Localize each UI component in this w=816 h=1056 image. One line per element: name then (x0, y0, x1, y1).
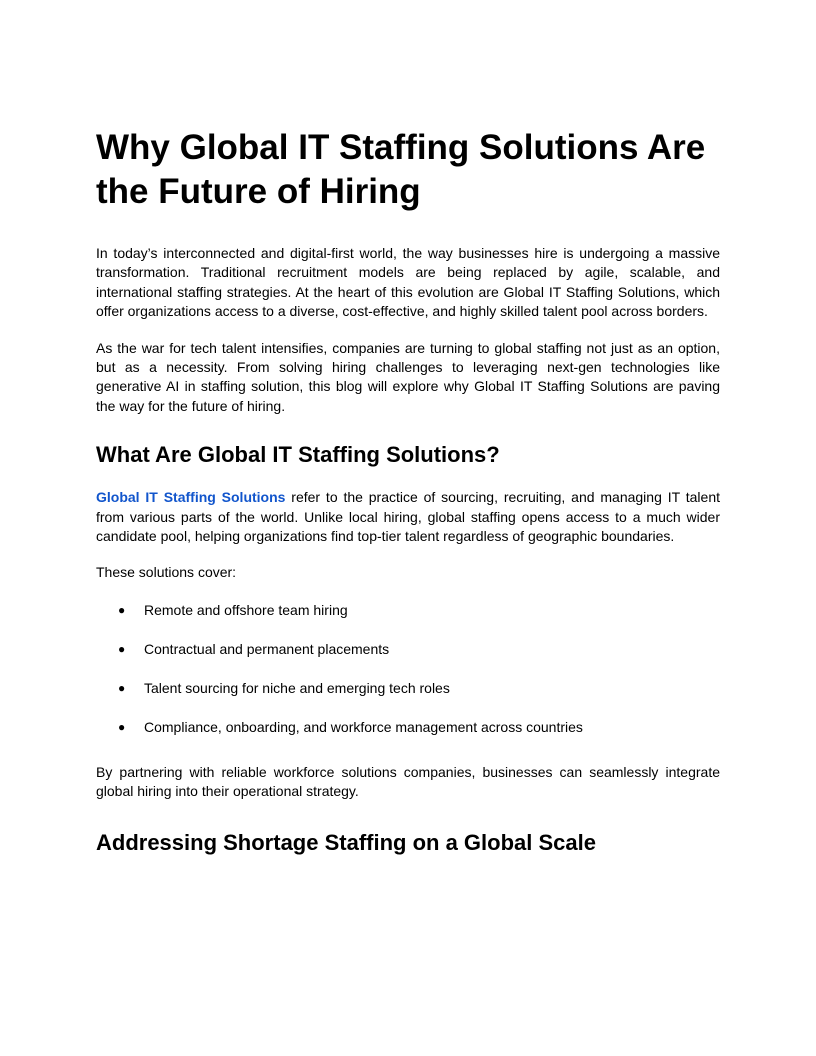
intro-paragraph-1: In today’s interconnected and digital-first world, the way businesses hire is undergoing a massive transformation. Traditional recruitment models are being replaced by agile, scalable, and international staffing strategies. At the heart of this evolution are Global IT Staffing Solutions, which offer organizations access to a diverse, cost-effective, and highly skilled talent pool across borders. (96, 245, 720, 320)
intro-paragraph-2: As the war for tech talent intensifies, companies are turning to global staffing not just as an option, but as a necessity. From solving hiring challenges to leveraging next-gen technologies like generative AI in staffing solution, this blog will explore why Global IT Staffing Solutions are paving the way for the future of hiring. (96, 339, 720, 414)
solutions-list-container (96, 601, 720, 737)
definition-text: refer to the practice of sourcing, recruiting, and managing IT talent from various parts of the world. Unlike local hiring, global staffing opens access to a much wider candidate pool, helping organizations find top-tier talent regardless of geographic boundaries. (96, 489, 720, 545)
bullet-icon: ● (118, 641, 126, 656)
list-item-text: Remote and offshore team hiring (144, 601, 348, 618)
bullet-icon: ● (118, 602, 126, 617)
section-heading-what-are: What Are Global IT Staffing Solutions? (96, 442, 500, 468)
list-item-text: Contractual and permanent placements (144, 640, 390, 657)
bullet-icon: ● (118, 680, 126, 695)
list-item (96, 601, 720, 620)
list-item (96, 640, 720, 659)
list-item (96, 679, 720, 698)
list-item-text: Talent sourcing for niche and emerging tech roles (144, 679, 450, 696)
section-heading-shortage: Addressing Shortage Staffing on a Global Scale (96, 829, 596, 855)
document-page (96, 126, 720, 857)
article-title: Why Global IT Staffing Solutions Are the Future of Hiring (96, 128, 706, 211)
solutions-list (96, 601, 720, 737)
list-item-text: Compliance, onboarding, and workforce management across countries (144, 718, 583, 735)
bullet-icon: ● (118, 719, 126, 734)
list-item (96, 718, 720, 737)
definition-paragraph (96, 488, 720, 546)
closing-paragraph: By partnering with reliable workforce solutions companies, businesses can seamlessly integrate global hiring into their operational strategy. (96, 763, 720, 800)
global-it-staffing-link[interactable]: Global IT Staffing Solutions (96, 489, 286, 506)
list-intro: These solutions cover: (96, 564, 237, 581)
